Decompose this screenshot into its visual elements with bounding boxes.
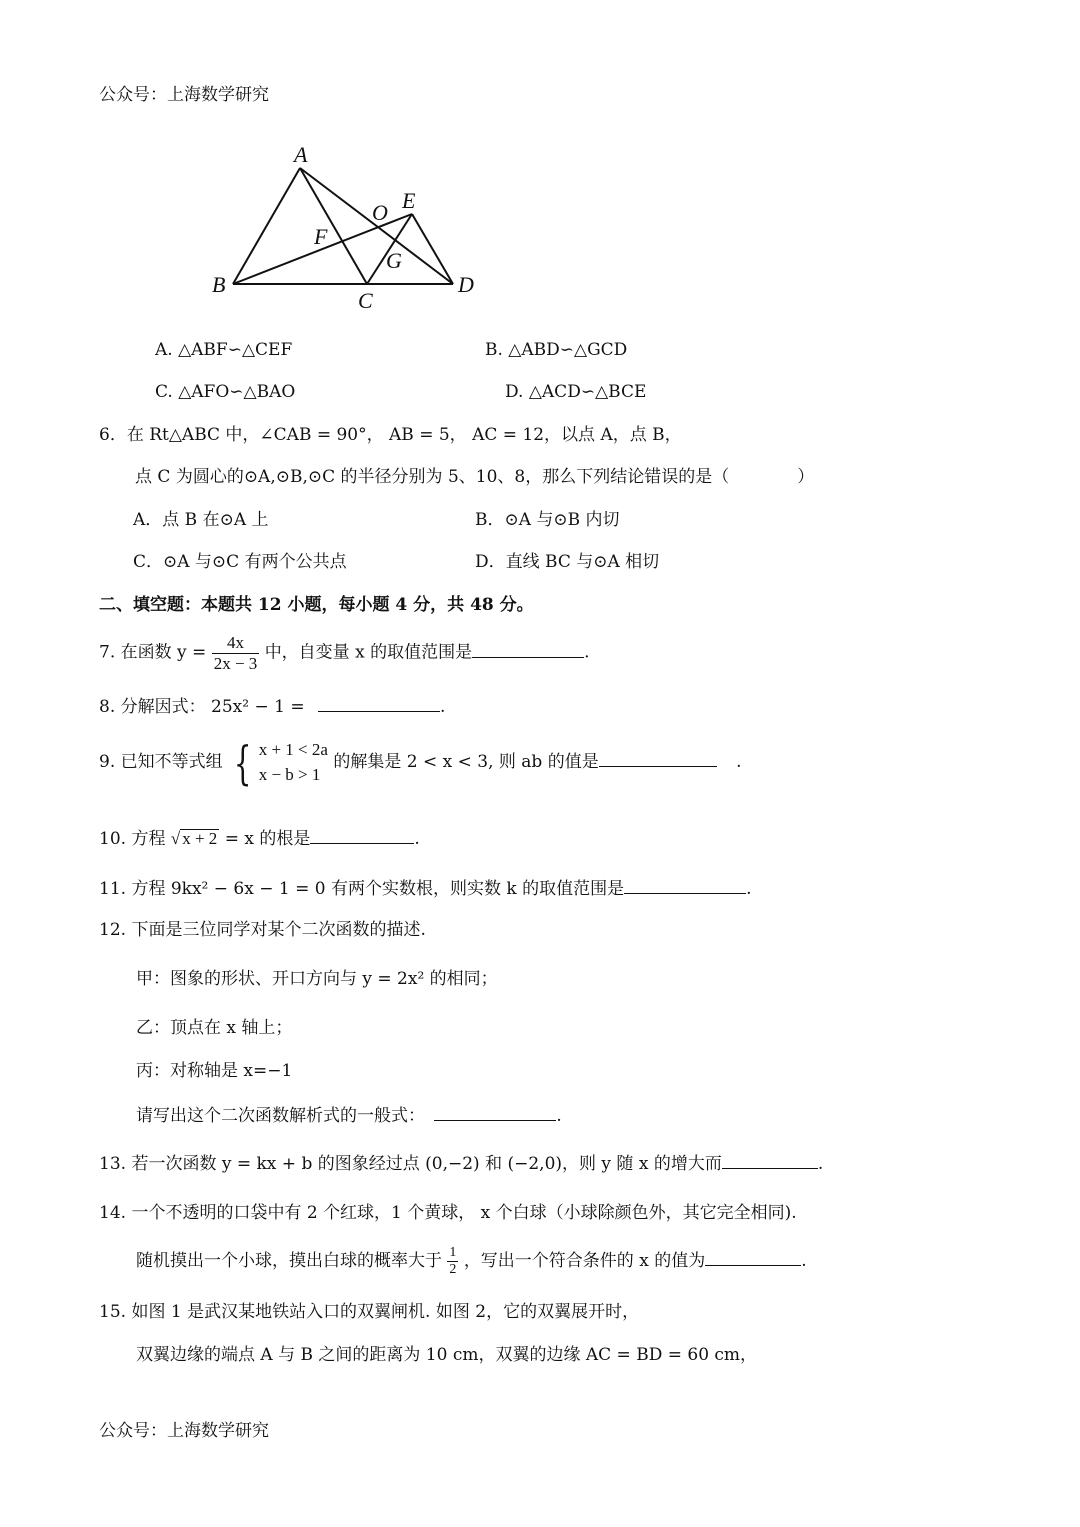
label-g: G — [386, 248, 402, 273]
q12-bing: 丙：对称轴是 x=−1 — [136, 1061, 293, 1081]
label-a: A — [294, 142, 308, 167]
q9-post: 的解集是 2 < x < 3, 则 ab 的值是 — [333, 752, 599, 773]
q15-line2: 双翼边缘的端点 A 与 B 之间的距离为 10 cm，双翼的边缘 AC = BD = 60 cm， — [136, 1345, 758, 1365]
q11-answer-blank[interactable] — [624, 879, 746, 894]
label-c: C — [358, 288, 373, 313]
q14-numerator: 1 — [447, 1245, 458, 1262]
q9-row2: x − b > 1 — [258, 764, 321, 784]
q6-line1: 6．在 Rt△ABC 中，∠CAB = 90°， AB = 5， AC = 12，以点 A，点 B， — [99, 425, 682, 445]
q12-ask-text: 请写出这个二次函数解析式的一般式： — [136, 1106, 425, 1126]
q6-line2: 点 C 为圆心的⊙A,⊙B,⊙C 的半径分别为 5、10、8，那么下列结论错误的是（ ） — [135, 467, 815, 487]
q9: 9. 已知不等式组 { x + 1 < 2a x − b > 1 的解集是 2 < x < 3, 则 ab 的值是 . — [99, 735, 742, 790]
q15-line1: 15. 如图 1 是武汉某地铁站入口的双翼闸机. 如图 2，它的双翼展开时， — [99, 1302, 640, 1322]
segment-ed — [412, 214, 453, 284]
q7: 7. 在函数 y = $\frac{4x}{2x - 3}$ 中，自变量 x 的取值范围是 . — [99, 633, 590, 673]
q14-line2: 随机摸出一个小球，摸出白球的概率大于 $\frac{1}{2}$ ，写出一个符合条件的 x 的值为 . — [136, 1245, 807, 1278]
q9-row1: x + 1 < 2a — [258, 740, 328, 759]
q10-answer-blank[interactable] — [310, 829, 414, 844]
q5-choice-b: B. △ABD∽△GCD — [485, 340, 628, 360]
q12-stem: 12. 下面是三位同学对某个二次函数的描述. — [99, 920, 426, 940]
q12-jia: 甲：图象的形状、开口方向与 y = 2x² 的相同； — [136, 969, 498, 989]
label-b: B — [212, 272, 226, 297]
q6-choice-c: C．⊙A 与⊙C 有两个公共点 — [133, 552, 347, 572]
geometry-figure — [200, 140, 500, 320]
q7-pre: 7. 在函数 y = — [99, 642, 207, 663]
q9-system — [259, 738, 328, 787]
q12-yi: 乙：顶点在 x 轴上； — [136, 1018, 293, 1038]
figure-lines — [233, 168, 453, 284]
q14-fraction — [447, 1245, 458, 1278]
q10-sqrt-sign: √ — [170, 829, 181, 848]
q14-pre: 随机摸出一个小球，摸出白球的概率大于 — [136, 1251, 442, 1272]
q7-fraction — [212, 633, 260, 673]
segment-ac — [300, 168, 367, 284]
q10-pre: 10. 方程 — [99, 829, 166, 849]
q7-denominator: 2x − 3 — [213, 653, 258, 673]
q11: 11. 方程 9kx² − 6x − 1 = 0 有两个实数根，则实数 k 的取值范围是 . — [99, 879, 752, 899]
q7-answer-blank[interactable] — [472, 643, 584, 658]
q5-choice-c: C. △AFO∽△BAO — [155, 382, 296, 402]
q14-answer-blank[interactable] — [705, 1251, 801, 1266]
q9-answer-blank[interactable] — [599, 752, 717, 767]
q13-answer-blank[interactable] — [722, 1154, 818, 1169]
q10: 10. 方程 √ x + 2 = x 的根是 . — [99, 829, 420, 849]
q13: 13. 若一次函数 y = kx + b 的图象经过点 (0,−2) 和 (−2,0)，则 y 随 x 的增大而 . — [99, 1154, 824, 1174]
q9-pre: 9. 已知不等式组 — [99, 752, 223, 773]
label-d: D — [458, 272, 474, 297]
q6-choice-b: B．⊙A 与⊙B 内切 — [475, 510, 620, 530]
q11-pre: 11. 方程 9kx² − 6x − 1 = 0 有两个实数根，则实数 k 的取值范围是 — [99, 879, 625, 899]
label-f: F — [314, 224, 328, 249]
page-header: 公众号：上海数学研究 — [99, 85, 269, 105]
segment-ab — [233, 168, 300, 284]
q5-choice-a: A. △ABF∽△CEF — [155, 340, 293, 360]
q13-pre: 13. 若一次函数 y = kx + b 的图象经过点 (0,−2) 和 (−2,0)，则 y 随 x 的增大而 — [99, 1154, 722, 1174]
q8-answer-blank[interactable] — [318, 697, 440, 712]
label-e: E — [402, 188, 416, 213]
q7-numerator: 4x — [212, 633, 260, 654]
q14-line1: 14. 一个不透明的口袋中有 2 个红球，1 个黄球， x 个白球（小球除颜色外，其它完全相同). — [99, 1203, 797, 1223]
page-footer: 公众号：上海数学研究 — [99, 1421, 269, 1441]
q10-radicand: x + 2 — [182, 829, 218, 848]
label-o: O — [372, 200, 388, 225]
q8: 8. 分解因式： 25x² − 1 = . — [99, 697, 446, 717]
q14-denominator: 2 — [449, 1262, 457, 1278]
q12-answer-blank[interactable] — [434, 1106, 556, 1121]
q10-post: = x 的根是 — [224, 829, 311, 849]
q14-post: ，写出一个符合条件的 x 的值为 — [463, 1251, 706, 1272]
q5-choice-d: D. △ACD∽△BCE — [505, 382, 647, 402]
q12-ask: 请写出这个二次函数解析式的一般式： . — [136, 1106, 562, 1126]
q6-choice-a: A．点 B 在⊙A 上 — [133, 510, 269, 530]
q7-post: 中，自变量 x 的取值范围是 — [264, 642, 473, 663]
q6-choice-d: D．直线 BC 与⊙A 相切 — [475, 552, 660, 572]
q9-brace: { — [233, 735, 252, 790]
q8-pre: 8. 分解因式： 25x² − 1 = — [99, 697, 305, 717]
section-heading: 二、填空题：本题共 12 小题，每小题 4 分，共 48 分。 — [99, 595, 534, 615]
